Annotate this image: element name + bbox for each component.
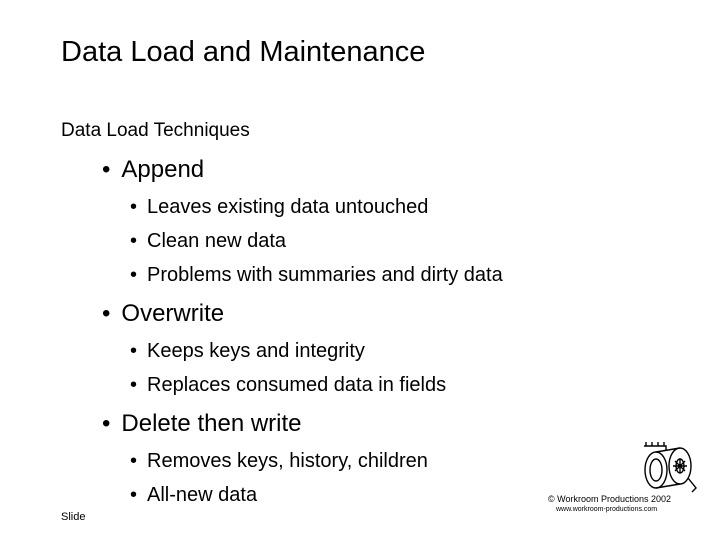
- bullet-delete-then-write: [102, 410, 302, 438]
- sub-bullet: [130, 374, 446, 397]
- bullet-marker: •: [130, 450, 138, 472]
- sub-bullet: [130, 484, 257, 507]
- sub-bullet-text: All-new data: [147, 484, 258, 506]
- sub-bullet-text: Keeps keys and integrity: [147, 340, 365, 362]
- bullet-heading: Append: [121, 156, 205, 183]
- website-link[interactable]: www.workroom-productions.com: [556, 506, 658, 513]
- slide-title: Data Load and Maintenance: [61, 36, 426, 68]
- bullet-marker: •: [102, 156, 111, 183]
- bullet-marker: •: [102, 410, 111, 437]
- sub-bullet: [130, 264, 503, 287]
- bullet-marker: •: [130, 484, 138, 506]
- bullet-marker: •: [130, 264, 138, 286]
- bullet-marker: •: [102, 300, 111, 327]
- sub-bullet: [130, 450, 428, 473]
- bullet-marker: •: [130, 230, 138, 252]
- sub-bullet-text: Removes keys, history, children: [147, 450, 428, 472]
- sub-bullet-text: Leaves existing data untouched: [147, 196, 429, 218]
- film-reel-icon: [636, 442, 698, 494]
- slide-subtitle: Data Load Techniques: [61, 120, 250, 141]
- copyright-text: © Workroom Productions 2002: [548, 494, 672, 504]
- sub-bullet-text: Replaces consumed data in fields: [147, 374, 447, 396]
- bullet-marker: •: [130, 340, 138, 362]
- bullet-heading: Overwrite: [121, 300, 225, 327]
- sub-bullet: [130, 230, 286, 253]
- sub-bullet-text: Problems with summaries and dirty data: [147, 264, 503, 286]
- slide-label: Slide: [61, 511, 86, 523]
- bullet-append: [102, 156, 204, 184]
- sub-bullet: [130, 196, 428, 219]
- sub-bullet-text: Clean new data: [147, 230, 286, 252]
- sub-bullet: [130, 340, 365, 363]
- bullet-marker: •: [130, 196, 138, 218]
- bullet-overwrite: [102, 300, 224, 328]
- bullet-marker: •: [130, 374, 138, 396]
- bullet-heading: Delete then write: [121, 410, 302, 437]
